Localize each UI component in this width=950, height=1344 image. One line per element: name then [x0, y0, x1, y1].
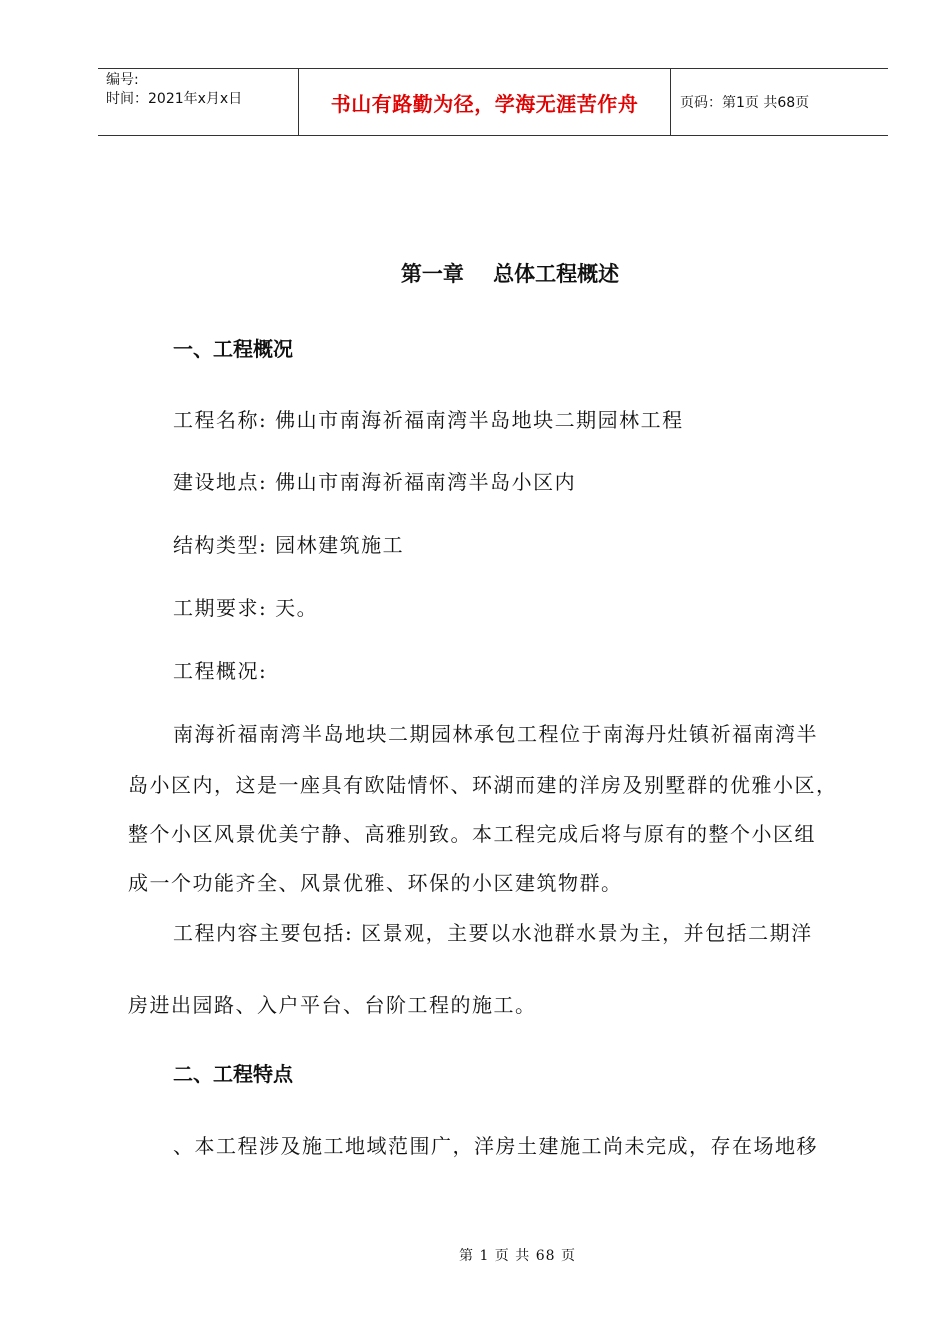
overview-paragraph-line: 整个小区风景优美宁静、高雅别致。本工程完成后将与原有的整个小区组 — [128, 822, 816, 846]
field-label: 工期要求: — [173, 596, 268, 620]
field-overview-label — [173, 655, 267, 684]
serial-label: 编号: — [106, 72, 139, 88]
header-motto: 书山有路勤为径，学海无涯苦作舟 — [299, 69, 671, 135]
overview-paragraph-line: 南海祈福南湾半岛地块二期园林承包工程位于南海丹灶镇祈福南湾半 — [173, 722, 818, 746]
field-value: 佛山市南海祈福南湾半岛小区内 — [275, 470, 577, 494]
section-heading-features: 二、工程特点 — [173, 1062, 293, 1086]
features-paragraph-line: 、本工程涉及施工地域范围广，洋房土建施工尚未完成，存在场地移 — [173, 1134, 818, 1158]
page-header — [98, 68, 888, 136]
page-footer: 第 1 页 共 68 页 — [459, 1248, 576, 1264]
content-paragraph-line: 工程内容主要包括: 区景观，主要以水池群水景为主，并包括二期洋 — [173, 921, 813, 945]
section-heading-overview: 一、工程概况 — [173, 337, 293, 361]
field-location — [173, 466, 576, 495]
time-label: 时间：2021年x月x日 — [106, 91, 243, 107]
field-value: 天。 — [275, 596, 319, 620]
field-label: 建设地点: — [173, 470, 268, 494]
overview-paragraph-line: 成一个功能齐全、风景优雅、环保的小区建筑物群。 — [128, 871, 623, 895]
field-schedule — [173, 592, 318, 621]
header-page-info: 页码：第1页 共68页 — [680, 95, 810, 111]
field-label: 工程名称: — [173, 408, 268, 432]
field-value: 佛山市南海祈福南湾半岛地块二期园林工程 — [275, 408, 684, 432]
content-paragraph-line: 房进出园路、入户平台、台阶工程的施工。 — [128, 993, 537, 1017]
header-meta — [98, 69, 299, 135]
overview-paragraph-line: 岛小区内，这是一座具有欧陆情怀、环湖而建的洋房及别墅群的优雅小区， — [128, 773, 838, 797]
field-project-name — [173, 404, 684, 433]
chapter-title: 第一章 总体工程概述 — [400, 262, 620, 286]
field-value: 园林建筑施工 — [275, 533, 405, 557]
field-structure-type — [173, 529, 404, 558]
field-label: 结构类型: — [173, 533, 268, 557]
field-label: 工程概况: — [173, 659, 268, 683]
